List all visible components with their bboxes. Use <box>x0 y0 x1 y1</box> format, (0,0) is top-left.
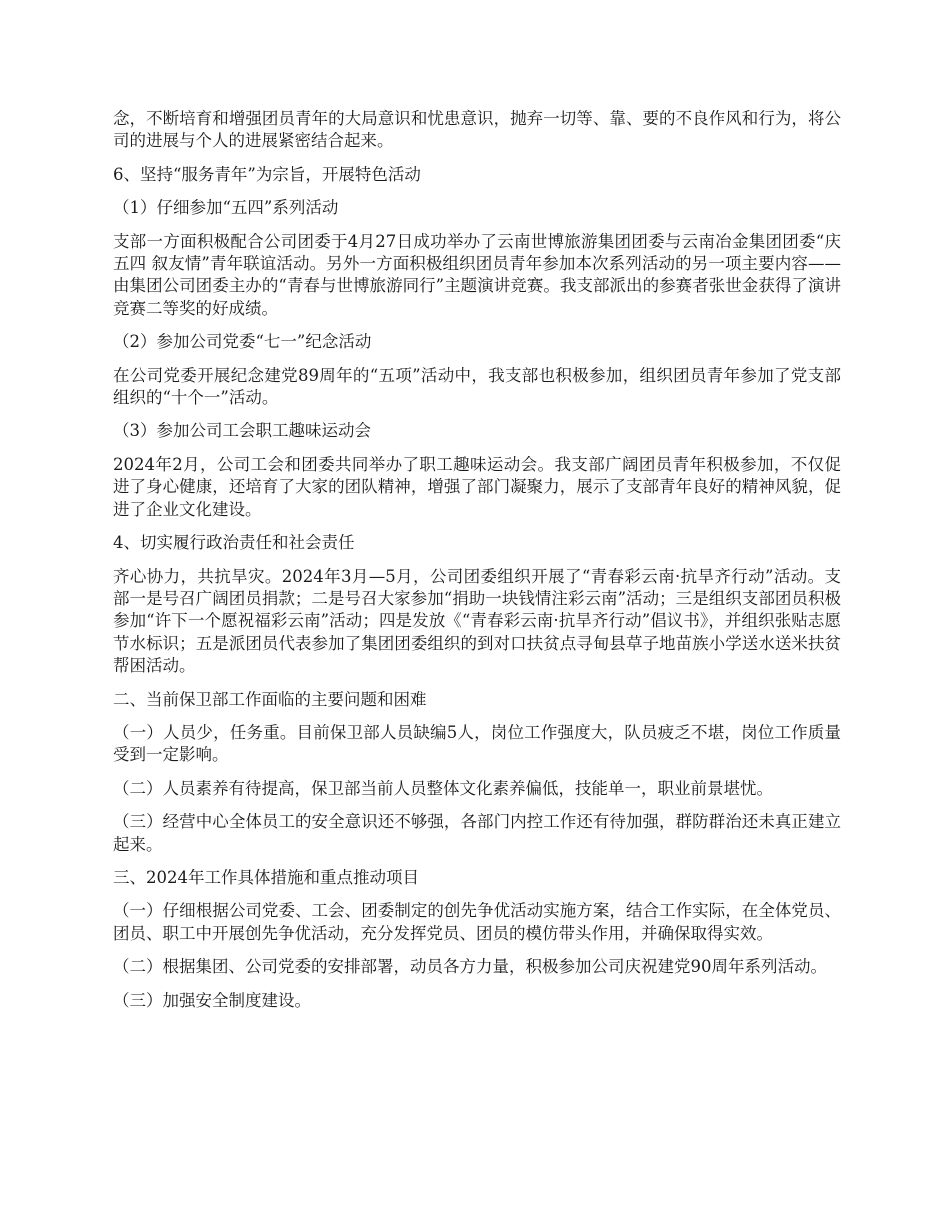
paragraph-problem-2: （二）人员素养有待提高，保卫部当前人员整体文化素养偏低，技能单一，职业前景堪忧。 <box>113 778 773 798</box>
heading-problems: 二、当前保卫部工作面临的主要问题和困难 <box>113 689 427 709</box>
paragraph-sports-meet: 2024年2月，公司工会和团委共同举办了职工趣味运动会。我支部广阔团员青年积极参加，不仅促进了身心健康，还培育了大家的团队精神，增强了部门凝聚力，展示了支部青年良好的精神风貌，促进了企业文化建设。 <box>113 454 841 519</box>
paragraph-continuation: 念，不断培育和增强团员青年的大局意识和忧患意识，抛弃一切等、靠、要的不良作风和行为，将公司的进展与个人的进展紧密结合起来。 <box>113 109 841 151</box>
paragraph-measure-1: （一）仔细根据公司党委、工会、团委制定的创先争优活动实施方案，结合工作实际，在全体党员、团员、职工中开展创先争优活动，充分发挥党员、团员的模仿带头作用，并确保取得实效。 <box>113 901 841 943</box>
document-body <box>113 108 841 1023</box>
heading-measures: 三、2024年工作具体措施和重点推动项目 <box>113 867 419 887</box>
paragraph-july-first: 在公司党委开展纪念建党89周年的“五项”活动中，我支部也积极参加，组织团员青年参加了党支部组织的“十个一”活动。 <box>113 365 841 408</box>
paragraph-problem-1: （一）人员少，任务重。目前保卫部人员缺编5人，岗位工作强度大，队员疲乏不堪，岗位工作质量受到一定影响。 <box>113 722 841 765</box>
subheading-july-first: （2）参加公司党委“七一”纪念活动 <box>113 332 372 352</box>
paragraph-drought-relief: 齐心协力，共抗旱灾。2024年3月—5月，公司团委组织开展了“青春彩云南·抗旱齐行动”活动。支部一是号召广阔团员捐款；二是号召大家参加“捐助一块钱情注彩云南”活动；三是组织支部团员积极参加“许下一个愿祝福彩云南”活动；四是发放《“青春彩云南·抗旱齐行动”倡议书》，并组织张贴志愿节水标识；五是派团员代表参加了集团团委组织的到对口扶贫点寻甸县草子地苗族小学送水送米扶贫帮困活动。 <box>113 566 841 676</box>
subheading-may-fourth: （1）仔细参加“五四”系列活动 <box>113 198 339 218</box>
heading-social-responsibility: 4、切实履行政治责任和社会责任 <box>113 533 355 553</box>
paragraph-problem-3: （三）经营中心全体员工的安全意识还不够强，各部门内控工作还有待加强，群防群治还未真正建立起来。 <box>113 812 841 854</box>
heading-serve-youth: 6、坚持“服务青年”为宗旨，开展特色活动 <box>113 164 421 184</box>
paragraph-measure-3: （三）加强安全制度建设。 <box>113 990 311 1010</box>
paragraph-may-fourth: 支部一方面积极配合公司团委于4月27日成功举办了云南世博旅游集团团委与云南冶金集团团委“庆五四 叙友情”青年联谊活动。另外一方面积极组织团员青年参加本次系列活动的另一项主要内容——由集团公司团委主办的“青春与世博旅游同行”主题演讲竞赛。我支部派出的参赛者张世金获得了演讲竞赛二等奖的好成绩。 <box>113 231 841 318</box>
paragraph-measure-2: （二）根据集团、公司党委的安排部署，动员各方力量，积极参加公司庆祝建党90周年系列活动。 <box>113 957 827 977</box>
subheading-sports-meet: （3）参加公司工会职工趣味运动会 <box>113 421 371 441</box>
